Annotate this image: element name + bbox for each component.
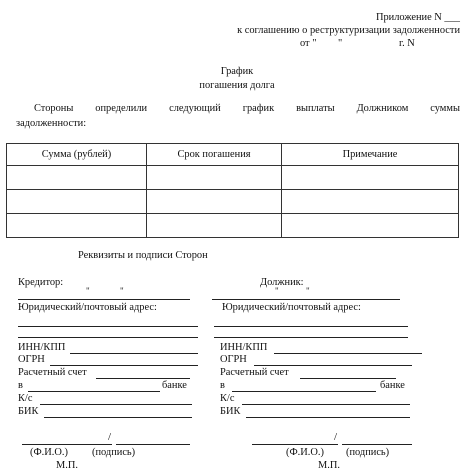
creditor-bik-label: БИК [18, 406, 39, 417]
agreement-date-prefix: от " [300, 38, 317, 49]
debtor-label: Должник: [260, 277, 304, 288]
creditor-inn-label: ИНН/КПП [18, 342, 66, 353]
creditor-account-line[interactable] [96, 378, 190, 379]
creditor-name-line[interactable] [18, 299, 190, 300]
creditor-signature-line[interactable] [116, 444, 190, 445]
debtor-account-label: Расчетный счет [220, 367, 289, 378]
agreement-reference: к соглашению о реструктуризации задолженности [237, 25, 460, 36]
appendix-number: Приложение N ___ [375, 12, 460, 23]
table-cell[interactable] [7, 214, 147, 238]
debtor-ks-line[interactable] [242, 404, 410, 405]
table-header-row [7, 144, 459, 166]
column-header-amount: Сумма (рублей) [7, 144, 147, 166]
creditor-address-line[interactable] [18, 326, 198, 327]
creditor-address-line-2[interactable] [18, 337, 198, 338]
table-cell[interactable] [282, 214, 459, 238]
intro-word: следующий [169, 103, 221, 114]
agreement-number: г. N [399, 38, 415, 49]
creditor-bank-prefix: в [18, 380, 23, 391]
creditor-bank-suffix: банке [162, 380, 187, 391]
creditor-name-quote: " [86, 286, 90, 296]
debtor-bik-label: БИК [220, 406, 241, 417]
intro-line-1 [16, 101, 460, 116]
debtor-signature-line[interactable] [342, 444, 412, 445]
creditor-bik-line[interactable] [44, 417, 192, 418]
creditor-ks-label: К/с [18, 393, 33, 404]
creditor-ogrn-label: ОГРН [18, 354, 45, 365]
table-row [7, 166, 459, 190]
debtor-ogrn-label: ОГРН [220, 354, 247, 365]
document-title: График [220, 66, 254, 77]
intro-line-2: задолженности: [16, 118, 87, 129]
column-header-note: Примечание [282, 144, 459, 166]
debtor-address-label: Юридический/почтовый адрес: [222, 302, 361, 313]
debtor-name-line[interactable] [212, 299, 400, 300]
intro-word: график [242, 103, 275, 114]
creditor-fio-line[interactable] [22, 444, 112, 445]
table-cell[interactable] [147, 214, 282, 238]
debtor-inn-line[interactable] [274, 353, 422, 354]
intro-word: выплаты [296, 103, 335, 114]
table-row [7, 214, 459, 238]
debtor-bank-line[interactable] [232, 391, 376, 392]
table-cell[interactable] [282, 166, 459, 190]
table-cell[interactable] [7, 166, 147, 190]
creditor-slash: / [108, 431, 112, 443]
debtor-ks-label: К/с [220, 393, 235, 404]
creditor-inn-line[interactable] [70, 353, 198, 354]
debtor-ogrn-line[interactable] [254, 365, 412, 366]
document-subtitle: погашения долга [199, 80, 275, 91]
debtor-name-quote: " [306, 286, 310, 296]
creditor-fio-caption: (Ф.И.О.) [30, 447, 68, 458]
debtor-fio-caption: (Ф.И.О.) [286, 447, 324, 458]
debtor-stamp-label: М.П. [318, 460, 340, 471]
creditor-address-label: Юридический/почтовый адрес: [18, 302, 157, 313]
creditor-ogrn-line[interactable] [50, 365, 198, 366]
intro-paragraph [16, 101, 460, 131]
agreement-date-quote: " [338, 38, 343, 49]
creditor-stamp-label: М.П. [56, 460, 78, 471]
debtor-bank-suffix: банке [380, 380, 405, 391]
debtor-signature-caption: (подпись) [346, 447, 390, 458]
column-header-due-date: Срок погашения [147, 144, 282, 166]
creditor-account-label: Расчетный счет [18, 367, 87, 378]
intro-word: суммы [430, 103, 460, 114]
creditor-bank-line[interactable] [28, 391, 160, 392]
debtor-bik-line[interactable] [246, 417, 410, 418]
debtor-slash: / [334, 431, 338, 443]
creditor-ks-line[interactable] [40, 404, 192, 405]
debtor-name-quote: " [275, 286, 279, 296]
intro-word: определили [95, 103, 148, 114]
debtor-bank-prefix: в [220, 380, 225, 391]
table-cell[interactable] [282, 190, 459, 214]
table-cell[interactable] [147, 190, 282, 214]
debtor-fio-line[interactable] [252, 444, 338, 445]
table-cell[interactable] [147, 166, 282, 190]
creditor-signature-caption: (подпись) [92, 447, 136, 458]
intro-word: Должником [356, 103, 409, 114]
creditor-label: Кредитор: [18, 277, 64, 288]
debtor-account-line[interactable] [300, 378, 396, 379]
debtor-address-line[interactable] [214, 326, 408, 327]
table-row [7, 190, 459, 214]
intro-word: Стороны [34, 103, 74, 114]
debtor-address-line-2[interactable] [214, 337, 408, 338]
debtor-inn-label: ИНН/КПП [220, 342, 268, 353]
creditor-name-quote: " [120, 286, 124, 296]
signatures-title: Реквизиты и подписи Сторон [78, 250, 208, 261]
table-cell[interactable] [7, 190, 147, 214]
payment-schedule-table [6, 143, 459, 238]
